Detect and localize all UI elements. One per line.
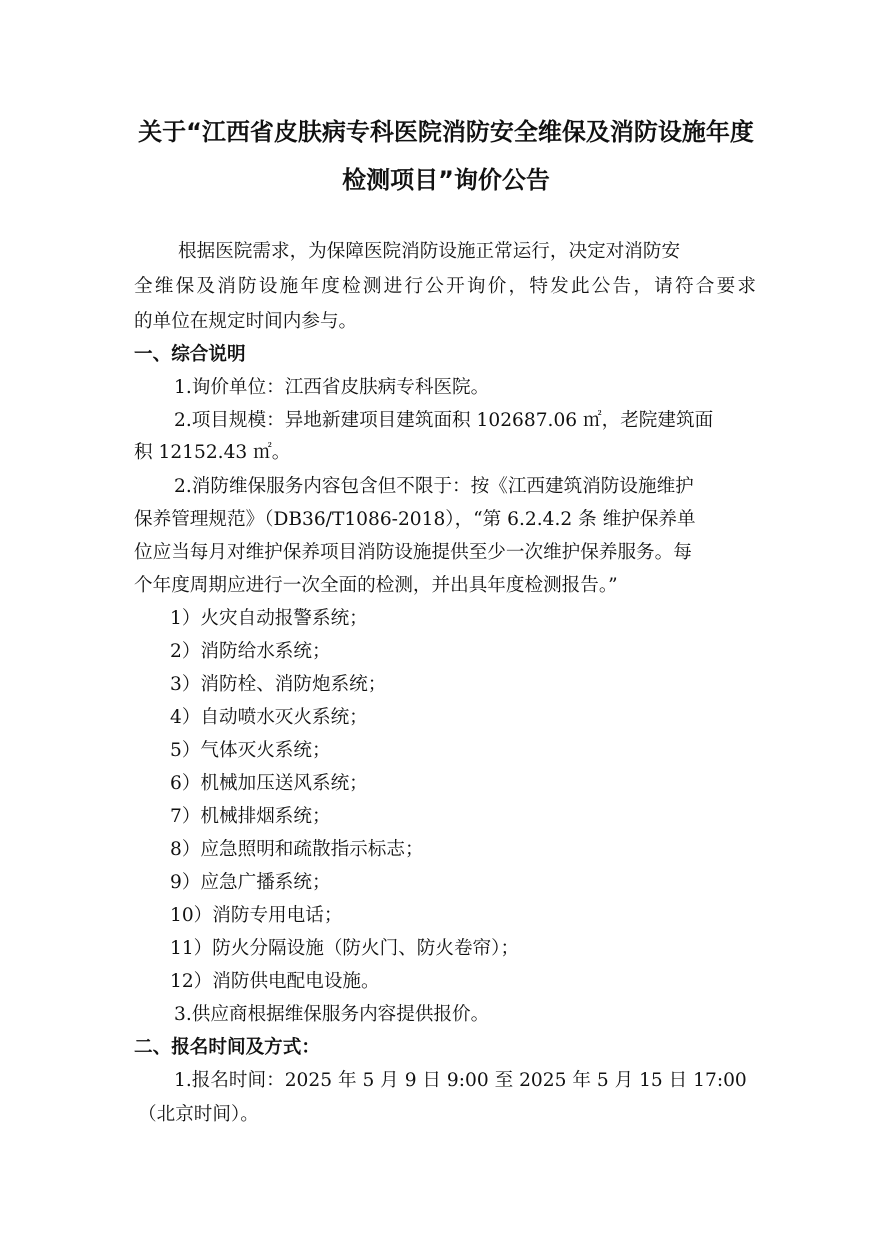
intro-line-1: 根据医院需求，为保障医院消防设施正常运行，决定对消防安 xyxy=(178,241,681,262)
system-item-1: 1）火灾自动报警系统； xyxy=(170,608,368,629)
system-item-2: 2）消防给水系统； xyxy=(170,641,331,662)
s2-item-1-line-1: 1.报名时间：2025 年 5 月 9 日 9:00 至 2025 年 5 月 15 日 17:00 xyxy=(174,1070,747,1091)
system-item-5: 5）气体灭火系统； xyxy=(170,740,331,761)
intro-line-2: 全维保及消防设施年度检测进行公开询价，特发此公告，请符合要求 xyxy=(134,276,756,297)
s1-item-4: 3.供应商根据维保服务内容提供报价。 xyxy=(174,1004,490,1025)
s1-item-2-line-1: 2.项目规模：异地新建项目建筑面积 102687.06 ㎡，老院建筑面 xyxy=(174,410,714,431)
system-item-7: 7）机械排烟系统； xyxy=(170,806,331,827)
system-item-3: 3）消防栓、消防炮系统； xyxy=(170,674,387,695)
system-item-6: 6）机械加压送风系统； xyxy=(170,773,368,794)
system-item-10: 10）消防专用电话； xyxy=(170,905,343,926)
system-item-11: 11）防火分隔设施（防火门、防火卷帘）； xyxy=(170,938,520,959)
section-2-heading: 二、报名时间及方式： xyxy=(134,1037,320,1058)
s1-item-3-line-4: 个年度周期应进行一次全面的检测，并出具年度检测报告。” xyxy=(134,575,618,596)
s2-item-1-line-2: （北京时间）。 xyxy=(138,1104,259,1125)
system-item-9: 9）应急广播系统； xyxy=(170,872,331,893)
system-item-8: 8）应急照明和疏散指示标志； xyxy=(170,839,424,860)
system-item-12: 12）消防供电配电设施。 xyxy=(170,971,380,992)
s1-item-2-line-2: 积 12152.43 ㎡。 xyxy=(134,442,291,463)
section-1-heading: 一、综合说明 xyxy=(134,344,246,365)
system-item-4: 4）自动喷水灭火系统； xyxy=(170,707,368,728)
s1-item-3-line-3: 位应当每月对维护保养项目消防设施提供至少一次维护保养服务。每 xyxy=(134,542,692,563)
s1-item-1: 1.询价单位：江西省皮肤病专科医院。 xyxy=(174,377,490,398)
s1-item-3-line-2: 保养管理规范》（DB36/T1086-2018），“第 6.2.4.2 条 维护保养单 xyxy=(134,509,696,530)
s1-item-3-line-1: 2.消防维保服务内容包含但不限于：按《江西建筑消防设施维护 xyxy=(174,476,694,497)
document-title-line-1: 关于“江西省皮肤病专科医院消防安全维保及消防设施年度 xyxy=(138,118,754,146)
intro-line-3: 的单位在规定时间内参与。 xyxy=(134,311,358,332)
document-title-line-2: 检测项目”询价公告 xyxy=(342,166,550,194)
